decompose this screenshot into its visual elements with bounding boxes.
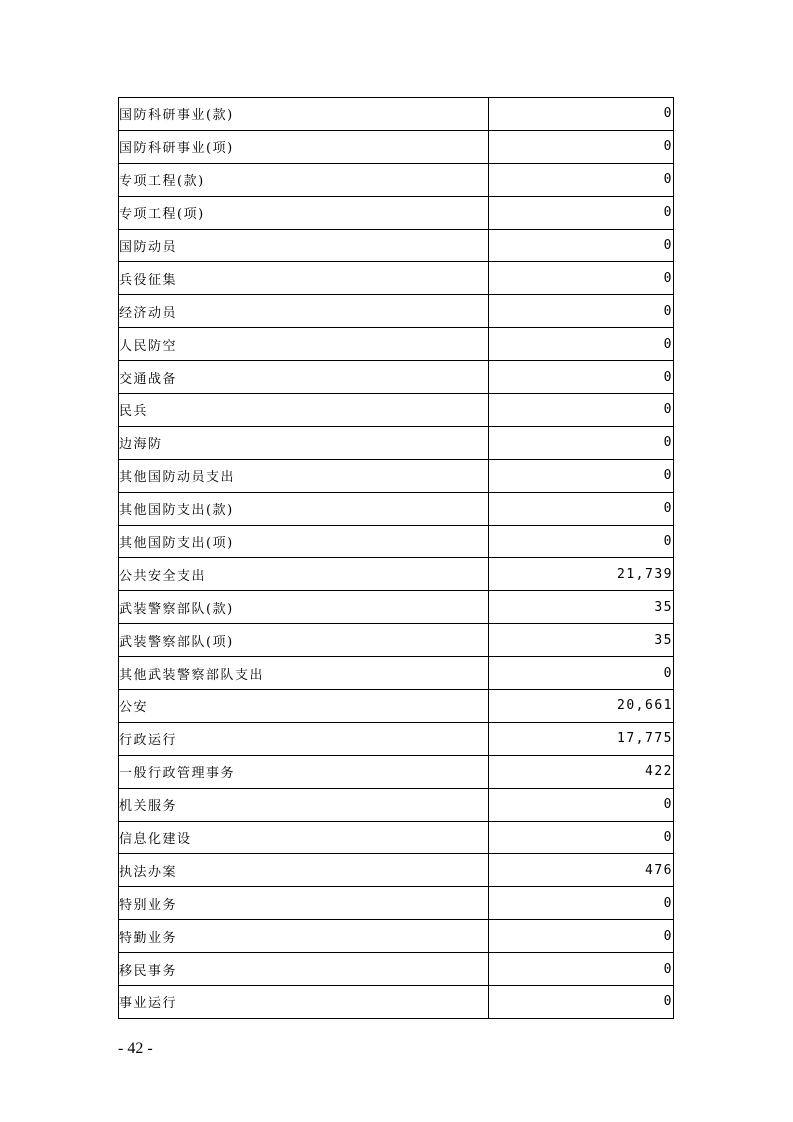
item-name-cell: 国防动员 [119, 229, 489, 262]
amount-cell: 0 [489, 295, 674, 328]
item-name-cell: 公共安全支出 [119, 558, 489, 591]
table-row [119, 690, 674, 723]
item-name-cell: 一般行政管理事务 [119, 755, 489, 788]
table-row [119, 624, 674, 657]
amount-cell: 35 [489, 624, 674, 657]
amount-cell: 476 [489, 854, 674, 887]
amount-cell: 0 [489, 525, 674, 558]
item-name-cell: 特勤业务 [119, 920, 489, 953]
item-name-cell: 国防科研事业(项) [119, 130, 489, 163]
item-name-cell: 经济动员 [119, 295, 489, 328]
table-row [119, 328, 674, 361]
table-row [119, 394, 674, 427]
table-row [119, 722, 674, 755]
amount-cell: 0 [489, 492, 674, 525]
budget-table [118, 97, 674, 1019]
item-name-cell: 国防科研事业(款) [119, 98, 489, 131]
item-name-cell: 民兵 [119, 394, 489, 427]
item-name-cell: 专项工程(款) [119, 163, 489, 196]
amount-cell: 21,739 [489, 558, 674, 591]
table-row [119, 492, 674, 525]
table-row [119, 459, 674, 492]
amount-cell: 0 [489, 98, 674, 131]
table-row [119, 229, 674, 262]
amount-cell: 0 [489, 262, 674, 295]
item-name-cell: 机关服务 [119, 788, 489, 821]
amount-cell: 0 [489, 887, 674, 920]
table-row [119, 130, 674, 163]
amount-cell: 0 [489, 657, 674, 690]
item-name-cell: 公安 [119, 690, 489, 723]
table-row [119, 657, 674, 690]
item-name-cell: 信息化建设 [119, 821, 489, 854]
item-name-cell: 执法办案 [119, 854, 489, 887]
table-row [119, 986, 674, 1019]
amount-cell: 35 [489, 591, 674, 624]
amount-cell: 0 [489, 361, 674, 394]
item-name-cell: 事业运行 [119, 986, 489, 1019]
table-row [119, 953, 674, 986]
amount-cell: 0 [489, 821, 674, 854]
table-row [119, 755, 674, 788]
amount-cell: 0 [489, 788, 674, 821]
table-row [119, 262, 674, 295]
item-name-cell: 其他国防动员支出 [119, 459, 489, 492]
amount-cell: 20,661 [489, 690, 674, 723]
table-row [119, 525, 674, 558]
table-row [119, 854, 674, 887]
item-name-cell: 其他国防支出(项) [119, 525, 489, 558]
table-row [119, 558, 674, 591]
item-name-cell: 专项工程(项) [119, 196, 489, 229]
amount-cell: 0 [489, 328, 674, 361]
table-row [119, 887, 674, 920]
item-name-cell: 边海防 [119, 426, 489, 459]
table-row [119, 295, 674, 328]
page-number: - 42 - [118, 1040, 153, 1057]
table-row [119, 426, 674, 459]
amount-cell: 422 [489, 755, 674, 788]
item-name-cell: 兵役征集 [119, 262, 489, 295]
table-row [119, 821, 674, 854]
amount-cell: 0 [489, 426, 674, 459]
table-row [119, 98, 674, 131]
budget-table-body [119, 98, 674, 1019]
table-row [119, 591, 674, 624]
item-name-cell: 武装警察部队(项) [119, 624, 489, 657]
amount-cell: 0 [489, 920, 674, 953]
amount-cell: 0 [489, 953, 674, 986]
table-row [119, 788, 674, 821]
item-name-cell: 交通战备 [119, 361, 489, 394]
item-name-cell: 其他国防支出(款) [119, 492, 489, 525]
item-name-cell: 特别业务 [119, 887, 489, 920]
item-name-cell: 其他武装警察部队支出 [119, 657, 489, 690]
table-row [119, 163, 674, 196]
item-name-cell: 移民事务 [119, 953, 489, 986]
item-name-cell: 行政运行 [119, 722, 489, 755]
amount-cell: 17,775 [489, 722, 674, 755]
table-row [119, 196, 674, 229]
amount-cell: 0 [489, 229, 674, 262]
amount-cell: 0 [489, 163, 674, 196]
amount-cell: 0 [489, 459, 674, 492]
amount-cell: 0 [489, 130, 674, 163]
table-row [119, 361, 674, 394]
amount-cell: 0 [489, 986, 674, 1019]
item-name-cell: 人民防空 [119, 328, 489, 361]
table-row [119, 920, 674, 953]
item-name-cell: 武装警察部队(款) [119, 591, 489, 624]
amount-cell: 0 [489, 196, 674, 229]
amount-cell: 0 [489, 394, 674, 427]
